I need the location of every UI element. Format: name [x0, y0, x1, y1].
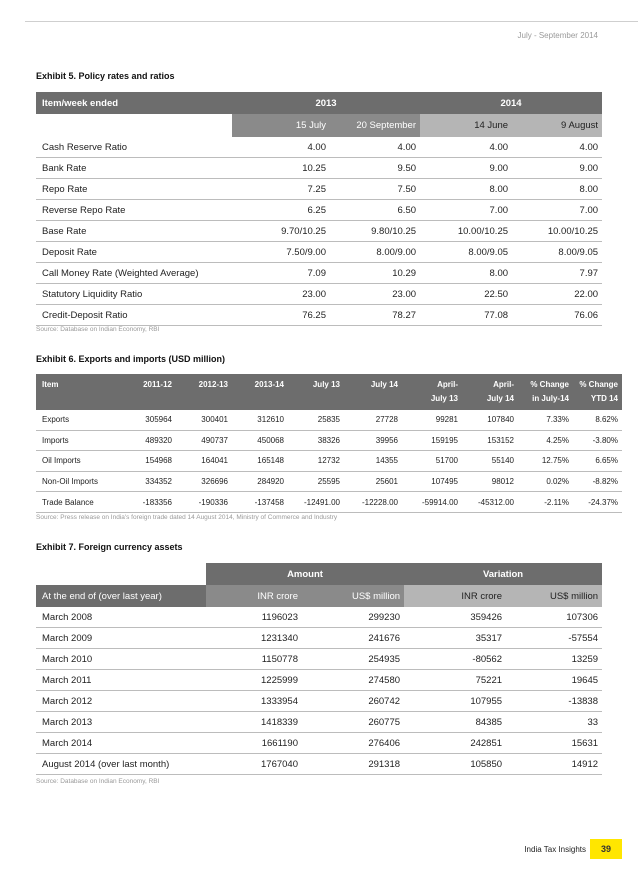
column-header — [573, 374, 622, 410]
table-cell: 334352 — [118, 471, 176, 492]
column-header-line2: in July-14 — [532, 394, 569, 403]
column-header-item: Item/week ended — [36, 92, 232, 114]
table-row — [36, 607, 602, 628]
row-label: March 2013 — [36, 712, 206, 733]
table-cell: 23.00 — [330, 284, 420, 305]
table-cell: -8.82% — [573, 471, 622, 492]
table-cell: 78.27 — [330, 305, 420, 326]
table-cell: 14355 — [344, 451, 402, 472]
table-row — [36, 221, 602, 242]
table-cell: -183356 — [118, 492, 176, 513]
row-label: Deposit Rate — [36, 242, 232, 263]
table-cell: 0.02% — [518, 471, 573, 492]
table-cell: 9.70/10.25 — [232, 221, 330, 242]
table-cell: 7.25 — [232, 179, 330, 200]
row-label: Trade Balance — [36, 492, 118, 513]
exhibit5-source: Source: Database on Indian Economy, RBI — [36, 326, 160, 333]
table-row — [36, 137, 602, 158]
year-header-2014: 2014 — [420, 92, 602, 114]
table-cell: 312610 — [232, 410, 288, 430]
table-cell: 1661190 — [206, 733, 302, 754]
table-cell: -80562 — [404, 649, 506, 670]
column-header-line1: 2012-13 — [198, 380, 228, 389]
table-cell: 10.00/10.25 — [420, 221, 512, 242]
row-label: Reverse Repo Rate — [36, 200, 232, 221]
table-cell: 1150778 — [206, 649, 302, 670]
blank-header-cell — [36, 563, 206, 585]
row-label: Call Money Rate (Weighted Average) — [36, 263, 232, 284]
table-cell: 276406 — [302, 733, 404, 754]
column-header-line1: 2011-12 — [143, 380, 172, 389]
table-cell: 7.00 — [512, 200, 602, 221]
table-cell: 1231340 — [206, 628, 302, 649]
table-cell: -2.11% — [518, 492, 573, 513]
table-cell: 1767040 — [206, 754, 302, 775]
row-label: March 2011 — [36, 670, 206, 691]
table-cell: 107495 — [402, 471, 462, 492]
table-row — [36, 263, 602, 284]
table-cell: 35317 — [404, 628, 506, 649]
row-label: March 2009 — [36, 628, 206, 649]
date-header: 15 July — [232, 114, 330, 137]
table-cell: 291318 — [302, 754, 404, 775]
table-cell: 39956 — [344, 430, 402, 451]
row-label: Imports — [36, 430, 118, 451]
column-header-line1: July 14 — [370, 380, 398, 389]
table-cell: 254935 — [302, 649, 404, 670]
table-cell: -3.80% — [573, 430, 622, 451]
table-row — [36, 451, 622, 472]
table-cell: 299230 — [302, 607, 404, 628]
group-header-variation: Variation — [404, 563, 602, 585]
table-cell: 489320 — [118, 430, 176, 451]
table-cell: 4.25% — [518, 430, 573, 451]
table-cell: 241676 — [302, 628, 404, 649]
table-cell: 1196023 — [206, 607, 302, 628]
column-header-line1: April- — [493, 380, 514, 389]
table-cell: 8.00/9.05 — [512, 242, 602, 263]
table-cell: 22.00 — [512, 284, 602, 305]
table-cell: 1418339 — [206, 712, 302, 733]
table-cell: 76.06 — [512, 305, 602, 326]
unit-header: INR crore — [404, 585, 506, 607]
column-header-line1: % Change — [579, 380, 618, 389]
table-cell: 4.00 — [330, 137, 420, 158]
table-cell: 153152 — [462, 430, 518, 451]
table-row — [36, 754, 602, 775]
column-header-line2: July 14 — [486, 394, 514, 403]
table-row — [36, 712, 602, 733]
table-row — [36, 430, 622, 451]
table-cell: -13838 — [506, 691, 602, 712]
table-cell: 107840 — [462, 410, 518, 430]
table-row — [36, 284, 602, 305]
date-header: 14 June — [420, 114, 512, 137]
table-cell: 4.00 — [232, 137, 330, 158]
table-cell: 8.00/9.00 — [330, 242, 420, 263]
table-cell: 25835 — [288, 410, 344, 430]
table-row — [36, 670, 602, 691]
table-cell: 6.25 — [232, 200, 330, 221]
unit-header: US$ million — [302, 585, 404, 607]
table-cell: 305964 — [118, 410, 176, 430]
table-cell: 242851 — [404, 733, 506, 754]
column-header-line1: April- — [437, 380, 458, 389]
row-label: March 2014 — [36, 733, 206, 754]
table-row — [36, 410, 622, 430]
table-cell: -45312.00 — [462, 492, 518, 513]
table-cell: 33 — [506, 712, 602, 733]
publication-name: India Tax Insights — [524, 845, 586, 854]
table-cell: 6.65% — [573, 451, 622, 472]
exhibit6-source: Source: Press release on India's foreign trade dated 14 August 2014, Ministry of Commerce and Industry — [36, 514, 338, 521]
table-cell: 260775 — [302, 712, 404, 733]
table-cell: -190336 — [176, 492, 232, 513]
table-cell: 326696 — [176, 471, 232, 492]
table-cell: 22.50 — [420, 284, 512, 305]
table-cell: 359426 — [404, 607, 506, 628]
table-cell: 9.80/10.25 — [330, 221, 420, 242]
table-cell: 300401 — [176, 410, 232, 430]
row-label: Bank Rate — [36, 158, 232, 179]
table-row — [36, 158, 602, 179]
row-label: Statutory Liquidity Ratio — [36, 284, 232, 305]
table-row — [36, 305, 602, 326]
table-cell: 154968 — [118, 451, 176, 472]
table-row — [36, 200, 602, 221]
table-cell: 260742 — [302, 691, 404, 712]
table-cell: 10.25 — [232, 158, 330, 179]
table-cell: -137458 — [232, 492, 288, 513]
table-cell: 55140 — [462, 451, 518, 472]
table-cell: 10.00/10.25 — [512, 221, 602, 242]
row-label: Cash Reserve Ratio — [36, 137, 232, 158]
table-cell: 75221 — [404, 670, 506, 691]
column-header-line1: % Change — [530, 380, 569, 389]
table-cell: 274580 — [302, 670, 404, 691]
row-label: March 2012 — [36, 691, 206, 712]
table-cell: -12491.00 — [288, 492, 344, 513]
column-header-line1: 2013-14 — [254, 380, 284, 389]
row-label: Base Rate — [36, 221, 232, 242]
column-header-line2: July 13 — [430, 394, 458, 403]
header-rule — [25, 21, 638, 22]
column-header-line2: YTD 14 — [590, 394, 618, 403]
table-row — [36, 492, 622, 513]
column-header — [118, 374, 176, 410]
table-cell: 9.50 — [330, 158, 420, 179]
column-header — [518, 374, 573, 410]
table-cell: 159195 — [402, 430, 462, 451]
table-row — [36, 179, 602, 200]
table-cell: 107306 — [506, 607, 602, 628]
table-cell: 164041 — [176, 451, 232, 472]
column-header — [232, 374, 288, 410]
foreign-currency-assets-table — [36, 563, 602, 775]
table-cell: 99281 — [402, 410, 462, 430]
table-cell: 77.08 — [420, 305, 512, 326]
table-cell: 38326 — [288, 430, 344, 451]
table-row — [36, 733, 602, 754]
row-label: Exports — [36, 410, 118, 430]
table-cell: 490737 — [176, 430, 232, 451]
page-number: 39 — [590, 839, 622, 859]
exhibit5-title: Exhibit 5. Policy rates and ratios — [36, 71, 175, 81]
year-header-2013: 2013 — [232, 92, 420, 114]
exports-imports-table — [36, 374, 622, 513]
table-cell: 7.97 — [512, 263, 602, 284]
group-header-amount: Amount — [206, 563, 404, 585]
table-cell: 13259 — [506, 649, 602, 670]
column-header — [402, 374, 462, 410]
table-row — [36, 691, 602, 712]
table-cell: 84385 — [404, 712, 506, 733]
column-header — [176, 374, 232, 410]
table-cell: 51700 — [402, 451, 462, 472]
table-cell: 4.00 — [420, 137, 512, 158]
date-header: 9 August — [512, 114, 602, 137]
row-label: March 2008 — [36, 607, 206, 628]
row-label: Credit-Deposit Ratio — [36, 305, 232, 326]
table-cell: 27728 — [344, 410, 402, 430]
table-cell: 12732 — [288, 451, 344, 472]
date-header: 20 September — [330, 114, 420, 137]
table-cell: 9.00 — [512, 158, 602, 179]
table-cell: 7.00 — [420, 200, 512, 221]
table-cell: 1333954 — [206, 691, 302, 712]
column-header-period: At the end of (over last year) — [36, 585, 206, 607]
column-header — [344, 374, 402, 410]
report-period: July - September 2014 — [517, 31, 598, 40]
table-cell: 19645 — [506, 670, 602, 691]
table-cell: 7.50/9.00 — [232, 242, 330, 263]
table-cell: 9.00 — [420, 158, 512, 179]
table-cell: 10.29 — [330, 263, 420, 284]
blank-header-cell — [36, 114, 232, 137]
table-cell: 25601 — [344, 471, 402, 492]
unit-header: INR crore — [206, 585, 302, 607]
table-row — [36, 649, 602, 670]
row-label: August 2014 (over last month) — [36, 754, 206, 775]
table-row — [36, 242, 602, 263]
table-cell: 8.00/9.05 — [420, 242, 512, 263]
table-cell: 25595 — [288, 471, 344, 492]
table-cell: 4.00 — [512, 137, 602, 158]
table-cell: 14912 — [506, 754, 602, 775]
table-cell: 8.00 — [420, 263, 512, 284]
table-cell: 8.00 — [512, 179, 602, 200]
column-header-line1: Item — [42, 380, 59, 389]
table-cell: 7.33% — [518, 410, 573, 430]
table-cell: -57554 — [506, 628, 602, 649]
table-row — [36, 471, 622, 492]
table-cell: 7.50 — [330, 179, 420, 200]
column-header — [462, 374, 518, 410]
table-cell: 8.00 — [420, 179, 512, 200]
row-label: Non-Oil Imports — [36, 471, 118, 492]
table-cell: -24.37% — [573, 492, 622, 513]
row-label: March 2010 — [36, 649, 206, 670]
table-cell: 12.75% — [518, 451, 573, 472]
table-cell: 165148 — [232, 451, 288, 472]
column-header — [288, 374, 344, 410]
table-cell: 105850 — [404, 754, 506, 775]
unit-header: US$ million — [506, 585, 602, 607]
exhibit7-source: Source: Database on Indian Economy, RBI — [36, 778, 160, 785]
policy-rates-table — [36, 92, 602, 326]
row-label: Oil Imports — [36, 451, 118, 472]
table-cell: 15631 — [506, 733, 602, 754]
table-cell: 23.00 — [232, 284, 330, 305]
exhibit7-title: Exhibit 7. Foreign currency assets — [36, 542, 183, 552]
row-label: Repo Rate — [36, 179, 232, 200]
exhibit6-title: Exhibit 6. Exports and imports (USD million) — [36, 354, 226, 364]
table-cell: 76.25 — [232, 305, 330, 326]
table-cell: -59914.00 — [402, 492, 462, 513]
column-header — [36, 374, 118, 410]
table-cell: 8.62% — [573, 410, 622, 430]
table-cell: 6.50 — [330, 200, 420, 221]
column-header-line1: July 13 — [312, 380, 340, 389]
table-cell: 284920 — [232, 471, 288, 492]
table-cell: 7.09 — [232, 263, 330, 284]
table-cell: 98012 — [462, 471, 518, 492]
table-cell: 450068 — [232, 430, 288, 451]
table-cell: -12228.00 — [344, 492, 402, 513]
table-row — [36, 628, 602, 649]
table-cell: 107955 — [404, 691, 506, 712]
table-cell: 1225999 — [206, 670, 302, 691]
